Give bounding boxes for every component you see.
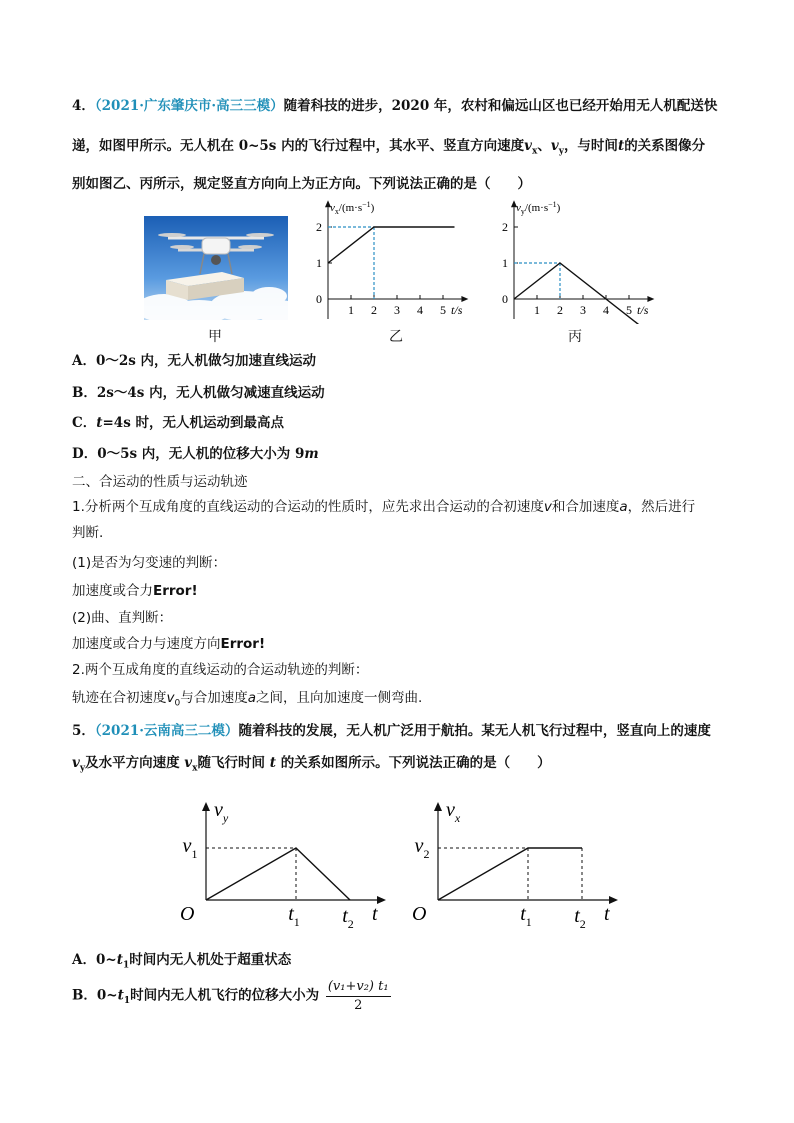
- section2-p4: (2)曲、直判断：: [72, 610, 173, 626]
- q4-number: 4．: [72, 98, 95, 114]
- section2-p7: 轨迹在合初速度$v_0$与合加速度a之间，且向加速度一侧弯曲.: [72, 690, 423, 709]
- x-tick-label: 4: [603, 303, 609, 317]
- v-peak-label: $v_1$: [182, 835, 198, 861]
- q5-number: 5．: [72, 723, 95, 739]
- chart-vy-t: [172, 790, 394, 940]
- q4-option-c[interactable]: C．t=4s 时，无人机运动到最高点: [72, 415, 285, 431]
- t1-label: $t_1$: [288, 903, 300, 929]
- q5-stem-line2: $v_y$及水平方向速度 $v_x$随飞行时间 t 的关系如图所示。下列说法正确的是（ ）: [72, 755, 551, 774]
- y-tick-label: 2: [316, 220, 322, 234]
- series-line: [206, 848, 350, 900]
- t1-label: $t_1$: [520, 903, 532, 929]
- displacement-fraction: [326, 978, 391, 1014]
- x-axis-arrow: [461, 296, 468, 302]
- fraction-denominator: 2: [354, 998, 363, 1013]
- series-line: [328, 227, 455, 263]
- error-text: Error!: [153, 583, 198, 599]
- q4-stem-line3: 别如图乙、丙所示，规定竖直方向向上为正方向。下列说法正确的是（ ）: [72, 176, 531, 192]
- caption-jia: 甲: [208, 329, 222, 345]
- x-axis-label: t: [372, 903, 378, 925]
- x-axis-arrow: [377, 896, 386, 904]
- y-tick-label: 0: [316, 292, 322, 306]
- q5-stem-line1: 5．（2021·云南高三二模）随着科技的发展，无人机广泛用于航拍。某无人机飞行过程中，竖直向上的速度: [72, 723, 711, 739]
- v-peak-label: $v_2$: [414, 835, 430, 861]
- y-tick-label: 1: [316, 256, 322, 270]
- x-tick-label: 3: [580, 303, 586, 317]
- series-line: [438, 848, 582, 900]
- caption-yi: 乙: [389, 329, 403, 345]
- x-tick-label: 1: [534, 303, 540, 317]
- q4-stem-line1: 4．（2021·广东肇庆市·高三三模）随着科技的进步，2020 年，农村和偏远山区也已经开始用无人机配送快: [72, 98, 718, 114]
- q4-option-d[interactable]: D．0～5s 内，无人机的位移大小为 9m: [72, 446, 319, 462]
- origin-label: O: [412, 903, 427, 925]
- y-axis-label: $v_y$: [214, 799, 229, 825]
- x-axis-arrow: [609, 896, 618, 904]
- x-tick-label: 3: [394, 303, 400, 317]
- section2-p1: 1.分析两个互成角度的直线运动的合运动的性质时，应先求出合运动的合初速度v和合加速度a，然后进行: [72, 499, 696, 515]
- t2-label: $t_2$: [342, 905, 354, 931]
- x-tick-label: 1: [348, 303, 354, 317]
- section2-p1-line2: 判断.: [72, 525, 104, 541]
- y-axis-label: $v_y/(m\cdot s^{-1})$: [516, 200, 561, 217]
- y-axis-arrow: [202, 802, 210, 811]
- error-text: Error!: [220, 636, 266, 652]
- fraction-numerator: (v₁+v₂) t₁: [326, 978, 391, 997]
- caption-bing: 丙: [568, 329, 582, 345]
- drone-photo: [144, 216, 288, 320]
- x-tick-label: 2: [557, 303, 563, 317]
- section2-p5: 加速度或合力与速度方向Error!: [72, 636, 266, 652]
- section2-p6: 2.两个互成角度的直线运动的合运动轨迹的判断：: [72, 662, 369, 678]
- q4-option-a[interactable]: A．0～2s 内，无人机做匀加速直线运动: [72, 353, 317, 369]
- x-tick-label: 5: [440, 303, 446, 317]
- chart-vx-t: [404, 790, 626, 940]
- y-tick-label: 0: [502, 292, 508, 306]
- y-tick-label: 1: [502, 256, 508, 270]
- t2-label: $t_2$: [574, 905, 586, 931]
- q5-option-a[interactable]: A．$0\sim t_1$时间内无人机处于超重状态: [72, 952, 292, 971]
- x-tick-label: 5: [626, 303, 632, 317]
- chart-yi: [314, 200, 480, 324]
- chart-bing: [498, 200, 664, 324]
- x-axis-arrow: [647, 296, 654, 302]
- q4-option-b[interactable]: B．2s～4s 内，无人机做匀减速直线运动: [72, 385, 325, 401]
- origin-label: O: [180, 903, 195, 925]
- x-axis-label: t/s: [451, 303, 463, 317]
- section2-heading: 二、合运动的性质与运动轨迹: [72, 474, 248, 490]
- y-axis-label: $v_x/(m\cdot s^{-1})$: [330, 200, 375, 217]
- q5-option-b[interactable]: B．$0\sim t_1$时间内无人机飞行的位移大小为 $\frac{\text{(v₁+v₂) t₁}}{2}$: [72, 979, 389, 1013]
- y-tick-label: 2: [502, 220, 508, 234]
- q5-source: （2021·云南高三二模）: [94, 723, 239, 739]
- section2-p3: 加速度或合力Error!: [72, 583, 198, 599]
- x-tick-label: 4: [417, 303, 423, 317]
- x-axis-label: t/s: [637, 303, 649, 317]
- x-axis-label: t: [604, 903, 610, 925]
- q4-source: （2021·广东肇庆市·高三三模）: [94, 98, 284, 114]
- y-axis-label: $v_x$: [446, 799, 461, 825]
- y-axis-arrow: [434, 802, 442, 811]
- q4-stem-line2: 递，如图甲所示。无人机在 0~5s 内的飞行过程中，其水平、竖直方向速度$v_x$、$v_y$，与时间t的关系图像分: [72, 138, 706, 157]
- x-tick-label: 2: [371, 303, 377, 317]
- section2-p2: (1)是否为匀变速的判断：: [72, 555, 227, 571]
